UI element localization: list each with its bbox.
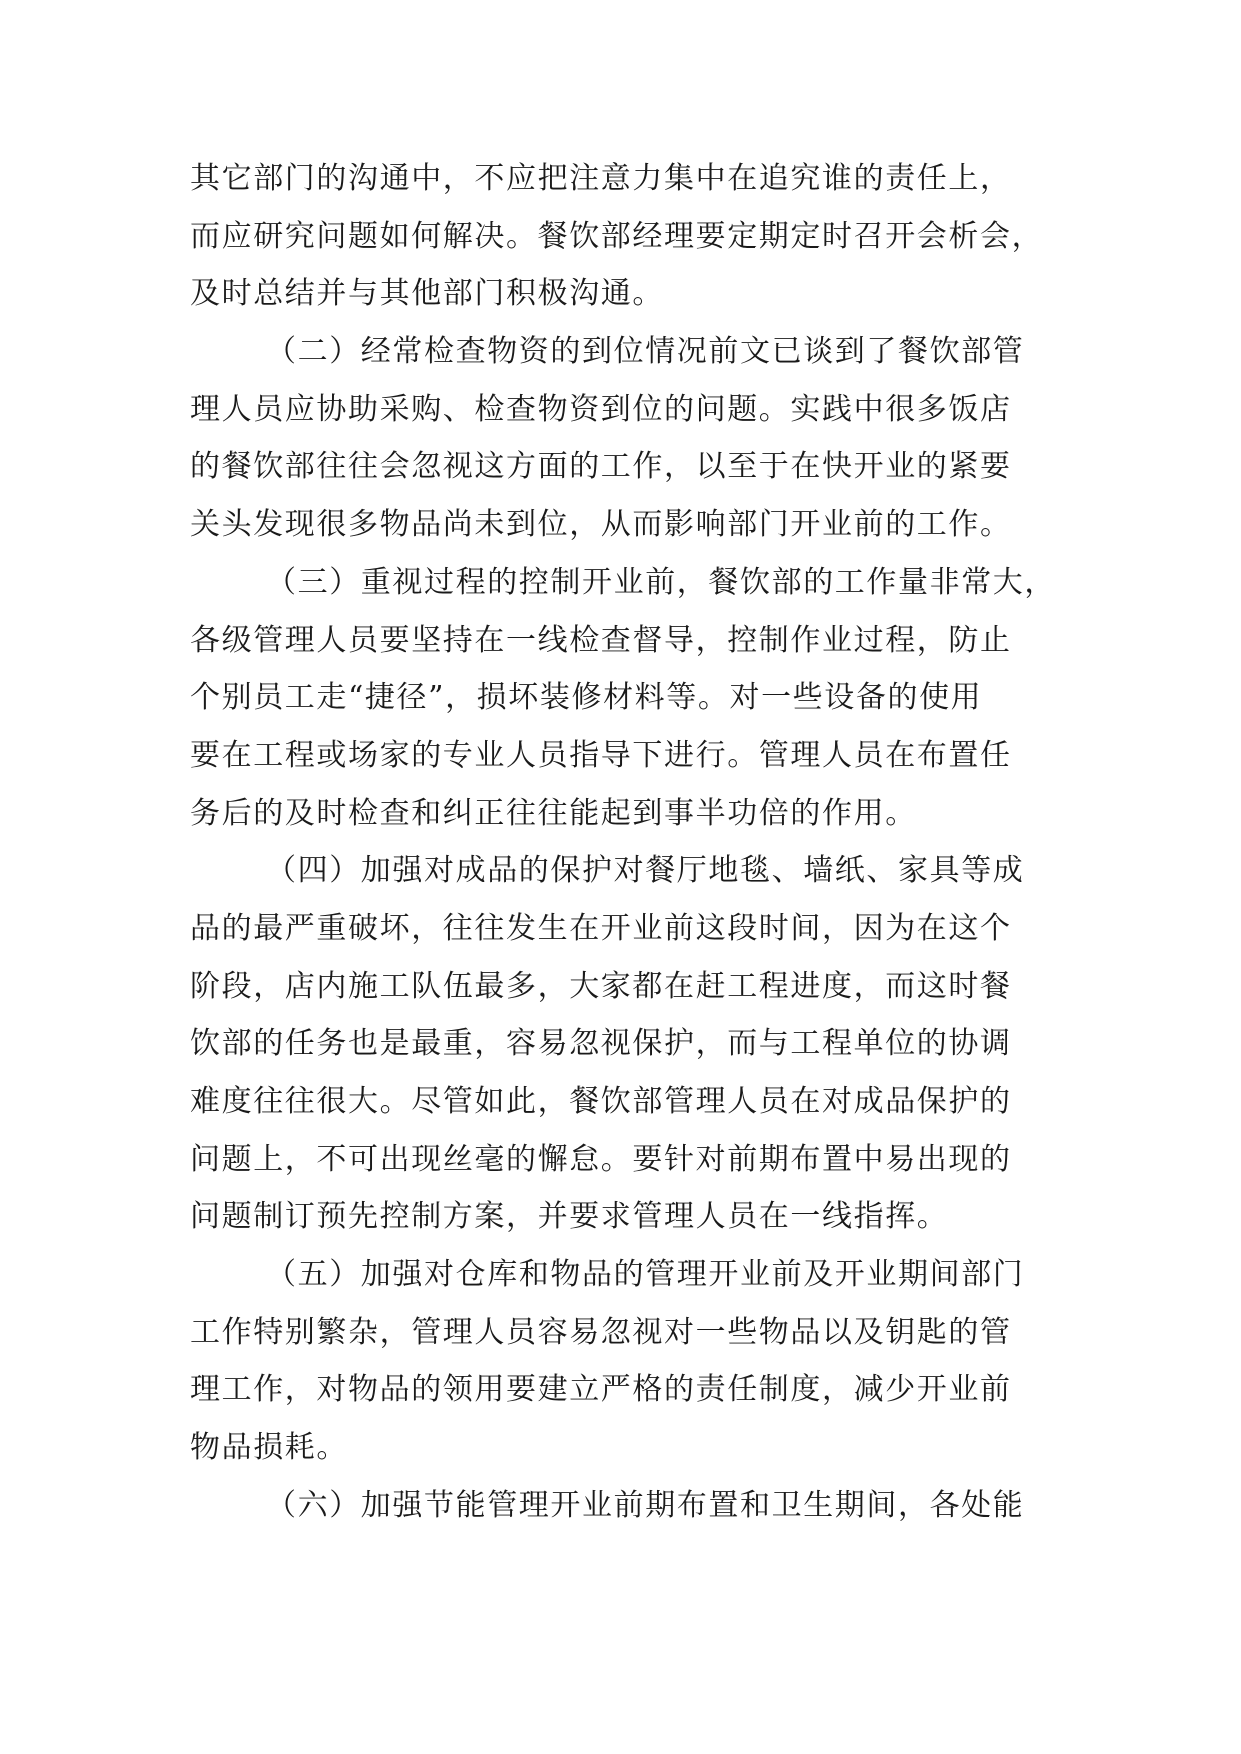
text-line: 问题上，不可出现丝毫的懈怠。要针对前期布置中易出现的 [190,1141,1012,1177]
document-body [190,150,1080,1535]
text-line: 其它部门的沟通中，不应把注意力集中在追究谁的责任上， [190,161,1012,196]
text-line: 而应研究问题如何解决。餐饮部经理要定期定时召开会析会， [190,218,1044,254]
text-line: 阶段，店内施工队伍最多，大家都在赶工程进度，而这时餐 [190,968,1012,1004]
text-line: 理工作，对物品的领用要建立严格的责任制度，减少开业前 [190,1372,1012,1408]
text-line: 个别员工走“捷径”，损坏装修材料等。对一些设备的使用 [190,680,983,716]
text-line: 及时总结并与其他部门积极沟通。 [190,276,664,312]
text-line: 品的最严重破坏，往往发生在开业前这段时间，因为在这个 [190,910,1012,946]
text-line: （三）重视过程的控制开业前，餐饮部的工作量非常大， [266,564,1056,600]
text-line: （四）加强对成品的保护对餐厅地毯、墙纸、家具等成 [266,853,1025,889]
text-line: 的餐饮部往往会忽视这方面的工作，以至于在快开业的紧要 [190,449,1012,485]
text-line: （六）加强节能管理开业前期布置和卫生期间，各处能 [266,1487,1025,1523]
text-line: 各级管理人员要坚持在一线检查督导，控制作业过程，防止 [190,622,1012,658]
text-line: （二）经常检查物资的到位情况前文已谈到了餐饮部管 [266,334,1025,370]
text-line: 问题制订预先控制方案，并要求管理人员在一线指挥。 [190,1199,949,1235]
text-line: 务后的及时检查和纠正往往能起到事半功倍的作用。 [190,795,917,831]
text-line: （五）加强对仓库和物品的管理开业前及开业期间部门 [266,1257,1025,1293]
text-line: 工作特别繁杂，管理人员容易忽视对一些物品以及钥匙的管 [190,1314,1012,1350]
text-line: 难度往往很大。尽管如此，餐饮部管理人员在对成品保护的 [190,1084,1012,1119]
text-line: 物品损耗。 [190,1430,348,1466]
text-line: 关头发现很多物品尚未到位，从而影响部门开业前的工作。 [190,507,1012,543]
text-line: 理人员应协助采购、检查物资到位的问题。实践中很多饭店 [190,391,1012,427]
text-line: 要在工程或场家的专业人员指导下进行。管理人员在布置任 [190,737,1012,773]
text-line: 饮部的任务也是最重，容易忽视保护，而与工程单位的协调 [190,1026,1012,1062]
